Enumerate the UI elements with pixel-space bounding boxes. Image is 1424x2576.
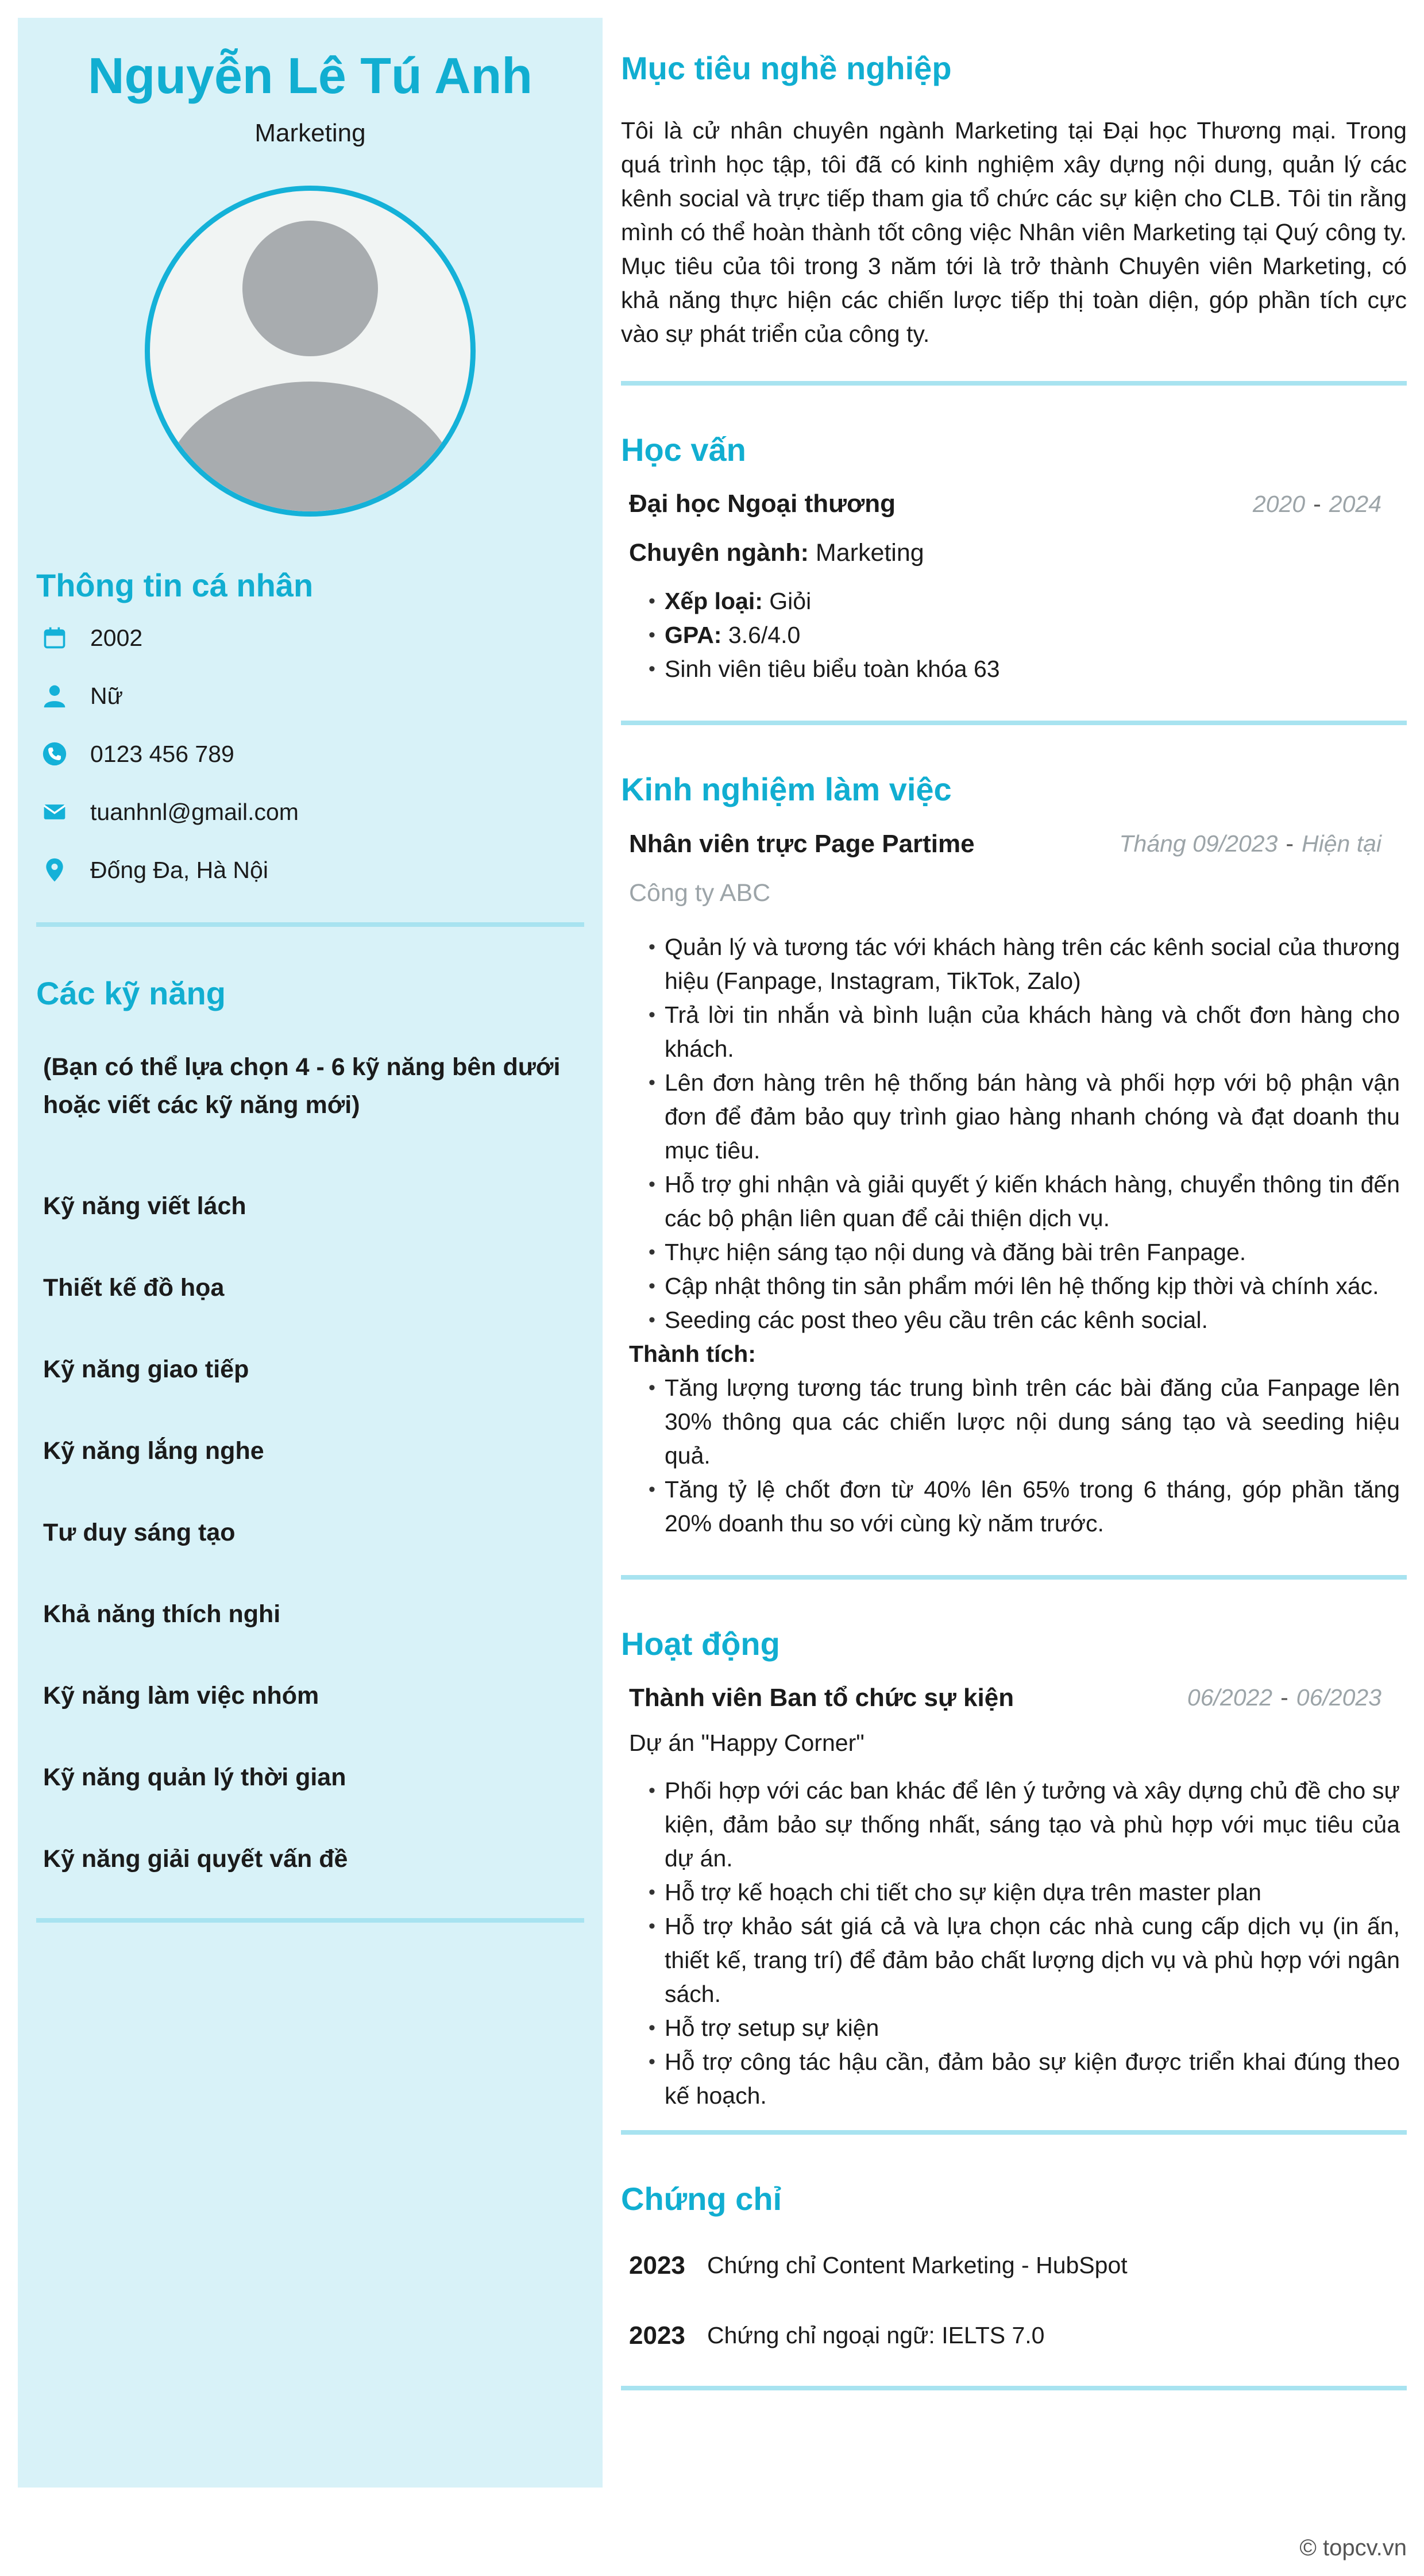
- list-item: • Hỗ trợ công tác hậu cần, đảm bảo sự kiện được triển khai đúng theo kế hoạch.: [665, 2045, 1407, 2113]
- skill-item: Kỹ năng lắng nghe: [43, 1437, 264, 1465]
- award-value: Sinh viên tiêu biểu toàn khóa 63: [665, 656, 1000, 683]
- birth-year: 2002: [90, 624, 143, 651]
- candidate-role: Marketing: [254, 118, 366, 147]
- list-item: • Thực hiện sáng tạo nội dung và đăng bài trên Fanpage.: [665, 1235, 1407, 1269]
- phone: 0123 456 789: [90, 740, 234, 767]
- job-position: Nhân viên trực Page Partime: [629, 829, 975, 858]
- skills-note: (Bạn có thể lựa chọn 4 - 6 kỹ năng bên dưới hoặc viết các kỹ năng mới): [43, 1053, 561, 1119]
- experience-tasks: [621, 930, 1407, 1337]
- major-row: [621, 539, 1407, 567]
- activities-divider: [621, 2130, 1407, 2135]
- person-icon: [42, 683, 67, 709]
- personal-info-list: [36, 609, 584, 899]
- skills-list: [36, 1165, 584, 1900]
- list-item: • Seeding các post theo yêu cầu trên các kênh social.: [665, 1303, 1407, 1337]
- experience-title: Kinh nghiệm làm việc: [621, 771, 952, 808]
- certificate-year: 2023: [629, 2251, 685, 2279]
- skill-item: Kỹ năng viết lách: [43, 1192, 246, 1220]
- education-title: Học vấn: [621, 432, 746, 468]
- email: tuanhnl@gmail.com: [90, 798, 299, 825]
- rank-value: Giỏi: [769, 588, 812, 615]
- activity-start: 06/2022: [1187, 1684, 1273, 1711]
- major-label: Chuyên ngành:: [629, 539, 809, 567]
- rank-label: Xếp loại:: [665, 588, 763, 615]
- activity-tasks: [621, 1774, 1407, 2113]
- phone-row: [36, 725, 584, 783]
- company-name: Công ty ABC: [629, 879, 771, 907]
- phone-icon: [42, 741, 67, 767]
- major-value: Marketing: [815, 539, 924, 567]
- birth-year-row: [36, 609, 584, 667]
- experience-header: [621, 830, 1407, 858]
- list-item: [665, 618, 1407, 652]
- email-icon: [42, 799, 67, 825]
- gender: Nữ: [90, 682, 124, 709]
- activity-period: [1187, 1684, 1381, 1711]
- objective-title: Mục tiêu nghề nghiệp: [621, 50, 952, 86]
- skill-item: Kỹ năng quản lý thời gian: [43, 1763, 346, 1791]
- list-item: • Hỗ trợ kế hoạch chi tiết cho sự kiện dựa trên master plan: [665, 1876, 1407, 1909]
- certificate-name: Chứng chỉ Content Marketing - HubSpot: [707, 2252, 1128, 2279]
- certificate-year: 2023: [629, 2321, 685, 2350]
- skill-item: Kỹ năng giải quyết vấn đề: [43, 1845, 348, 1873]
- certificate-row: [621, 2251, 1407, 2280]
- personal-info-title: Thông tin cá nhân: [36, 567, 314, 603]
- skill-item: Khả năng thích nghi: [43, 1600, 281, 1628]
- certificate-name: Chứng chỉ ngoại ngữ: IELTS 7.0: [707, 2322, 1045, 2349]
- activities-header: [621, 1684, 1407, 1712]
- activity-end: 06/2023: [1296, 1684, 1381, 1711]
- activities-title: Hoạt động: [621, 1625, 780, 1662]
- activity-role: Thành viên Ban tổ chức sự kiện: [629, 1683, 1014, 1712]
- education-details: [621, 584, 1407, 686]
- avatar-body-shape: [161, 382, 460, 517]
- location-icon: [42, 857, 67, 883]
- objective-divider: [621, 381, 1407, 386]
- main-content: [621, 18, 1407, 2488]
- activity-sep: -: [1280, 1684, 1288, 1711]
- education-start: 2020: [1252, 490, 1306, 517]
- list-item: • Tăng tỷ lệ chốt đơn từ 40% lên 65% trong 6 tháng, góp phần tăng 20% doanh thu so với cùng kỳ năm trước.: [665, 1473, 1407, 1541]
- list-item: [665, 652, 1407, 686]
- list-item: • Phối hợp với các ban khác để lên ý tưởng và xây dựng chủ đề cho sự kiện, đảm bảo sự thống nhất, sáng tạo và phù hợp với mục tiêu của dự án.: [665, 1774, 1407, 1876]
- list-item: • Hỗ trợ khảo sát giá cả và lựa chọn các nhà cung cấp dịch vụ (in ấn, thiết kế, trang trí) để đảm bảo chất lượng dịch vụ và phù hợp với ngân sách.: [665, 1909, 1407, 2011]
- skill-item: Kỹ năng làm việc nhóm: [43, 1681, 319, 1709]
- address-row: [36, 841, 584, 899]
- list-item: • Tăng lượng tương tác trung bình trên các bài đăng của Fanpage lên 30% thông qua các chiến lược nội dung sáng tạo và seeding hiệu quả.: [665, 1371, 1407, 1473]
- experience-end: Hiện tại: [1301, 830, 1381, 857]
- school-name: Đại học Ngoại thương: [629, 490, 896, 518]
- skill-item: Tư duy sáng tạo: [43, 1518, 236, 1546]
- list-item: • Hỗ trợ setup sự kiện: [665, 2011, 1407, 2045]
- footer-copyright: © topcv.vn: [1299, 2535, 1407, 2560]
- activity-project: Dự án "Happy Corner": [629, 1729, 865, 1756]
- experience-start: Tháng 09/2023: [1119, 830, 1278, 857]
- skill-item: Thiết kế đồ họa: [43, 1273, 225, 1302]
- sidebar: [18, 18, 603, 2488]
- calendar-icon: [42, 625, 67, 650]
- gpa-value: 3.6/4.0: [728, 622, 801, 649]
- email-row: [36, 783, 584, 841]
- address: Đống Đa, Hà Nội: [90, 856, 268, 883]
- experience-divider: [621, 1575, 1407, 1580]
- experience-period: [1119, 830, 1381, 857]
- gender-row: [36, 667, 584, 725]
- list-item: • Cập nhật thông tin sản phẩm mới lên hệ thống kịp thời và chính xác.: [665, 1269, 1407, 1303]
- list-item: • Trả lời tin nhắn và bình luận của khách hàng và chốt đơn hàng cho khách.: [665, 998, 1407, 1066]
- sidebar-divider-2: [36, 1918, 584, 1923]
- certificate-row: [621, 2321, 1407, 2350]
- education-end: 2024: [1329, 490, 1381, 517]
- candidate-name: Nguyễn Lê Tú Anh: [87, 47, 533, 104]
- list-item: [665, 584, 1407, 618]
- list-item: • Quản lý và tương tác với khách hàng trên các kênh social của thương hiệu (Fanpage, Instagram, TikTok, Zalo): [665, 930, 1407, 998]
- experience-sep: -: [1286, 830, 1294, 857]
- list-item: • Lên đơn hàng trên hệ thống bán hàng và phối hợp với bộ phận vận đơn để đảm bảo quy trình giao hàng nhanh chóng và đạt doanh thu mục tiêu.: [665, 1066, 1407, 1168]
- education-divider: [621, 721, 1407, 725]
- education-period: [1253, 491, 1381, 518]
- certificates-divider: [621, 2386, 1407, 2390]
- skills-title: Các kỹ năng: [36, 975, 226, 1011]
- education-header: [621, 490, 1407, 518]
- education-sep: -: [1313, 490, 1321, 517]
- certificates-title: Chứng chỉ: [621, 2180, 782, 2217]
- sidebar-divider-1: [36, 922, 584, 927]
- experience-achievements: [621, 1371, 1407, 1541]
- list-item: • Hỗ trợ ghi nhận và giải quyết ý kiến khách hàng, chuyển thông tin đến các bộ phận liên quan để cải thiện dịch vụ.: [665, 1168, 1407, 1235]
- achievements-label: Thành tích:: [629, 1340, 756, 1367]
- avatar-head-shape: [242, 221, 378, 356]
- skill-item: Kỹ năng giao tiếp: [43, 1355, 249, 1383]
- gpa-label: GPA:: [665, 622, 722, 649]
- avatar: [145, 186, 476, 517]
- objective-text: Tôi là cử nhân chuyên ngành Marketing tại Đại học Thương mại. Trong quá trình học tập, tôi đã có kinh nghiệm xây dựng nội dung, quản lý các kênh social và trực tiếp tham gia tổ chức các sự kiện cho CLB. Tôi tin rằng mình có thể hoàn thành tốt công việc Nhân viên Marketing tại Quý công ty. Mục tiêu của tôi trong 3 năm tới là trở thành Chuyên viên Marketing, có khả năng thực hiện các chiến lược tiếp thị toàn diện, góp phần tích cực vào sự phát triển của công ty.: [621, 117, 1407, 348]
